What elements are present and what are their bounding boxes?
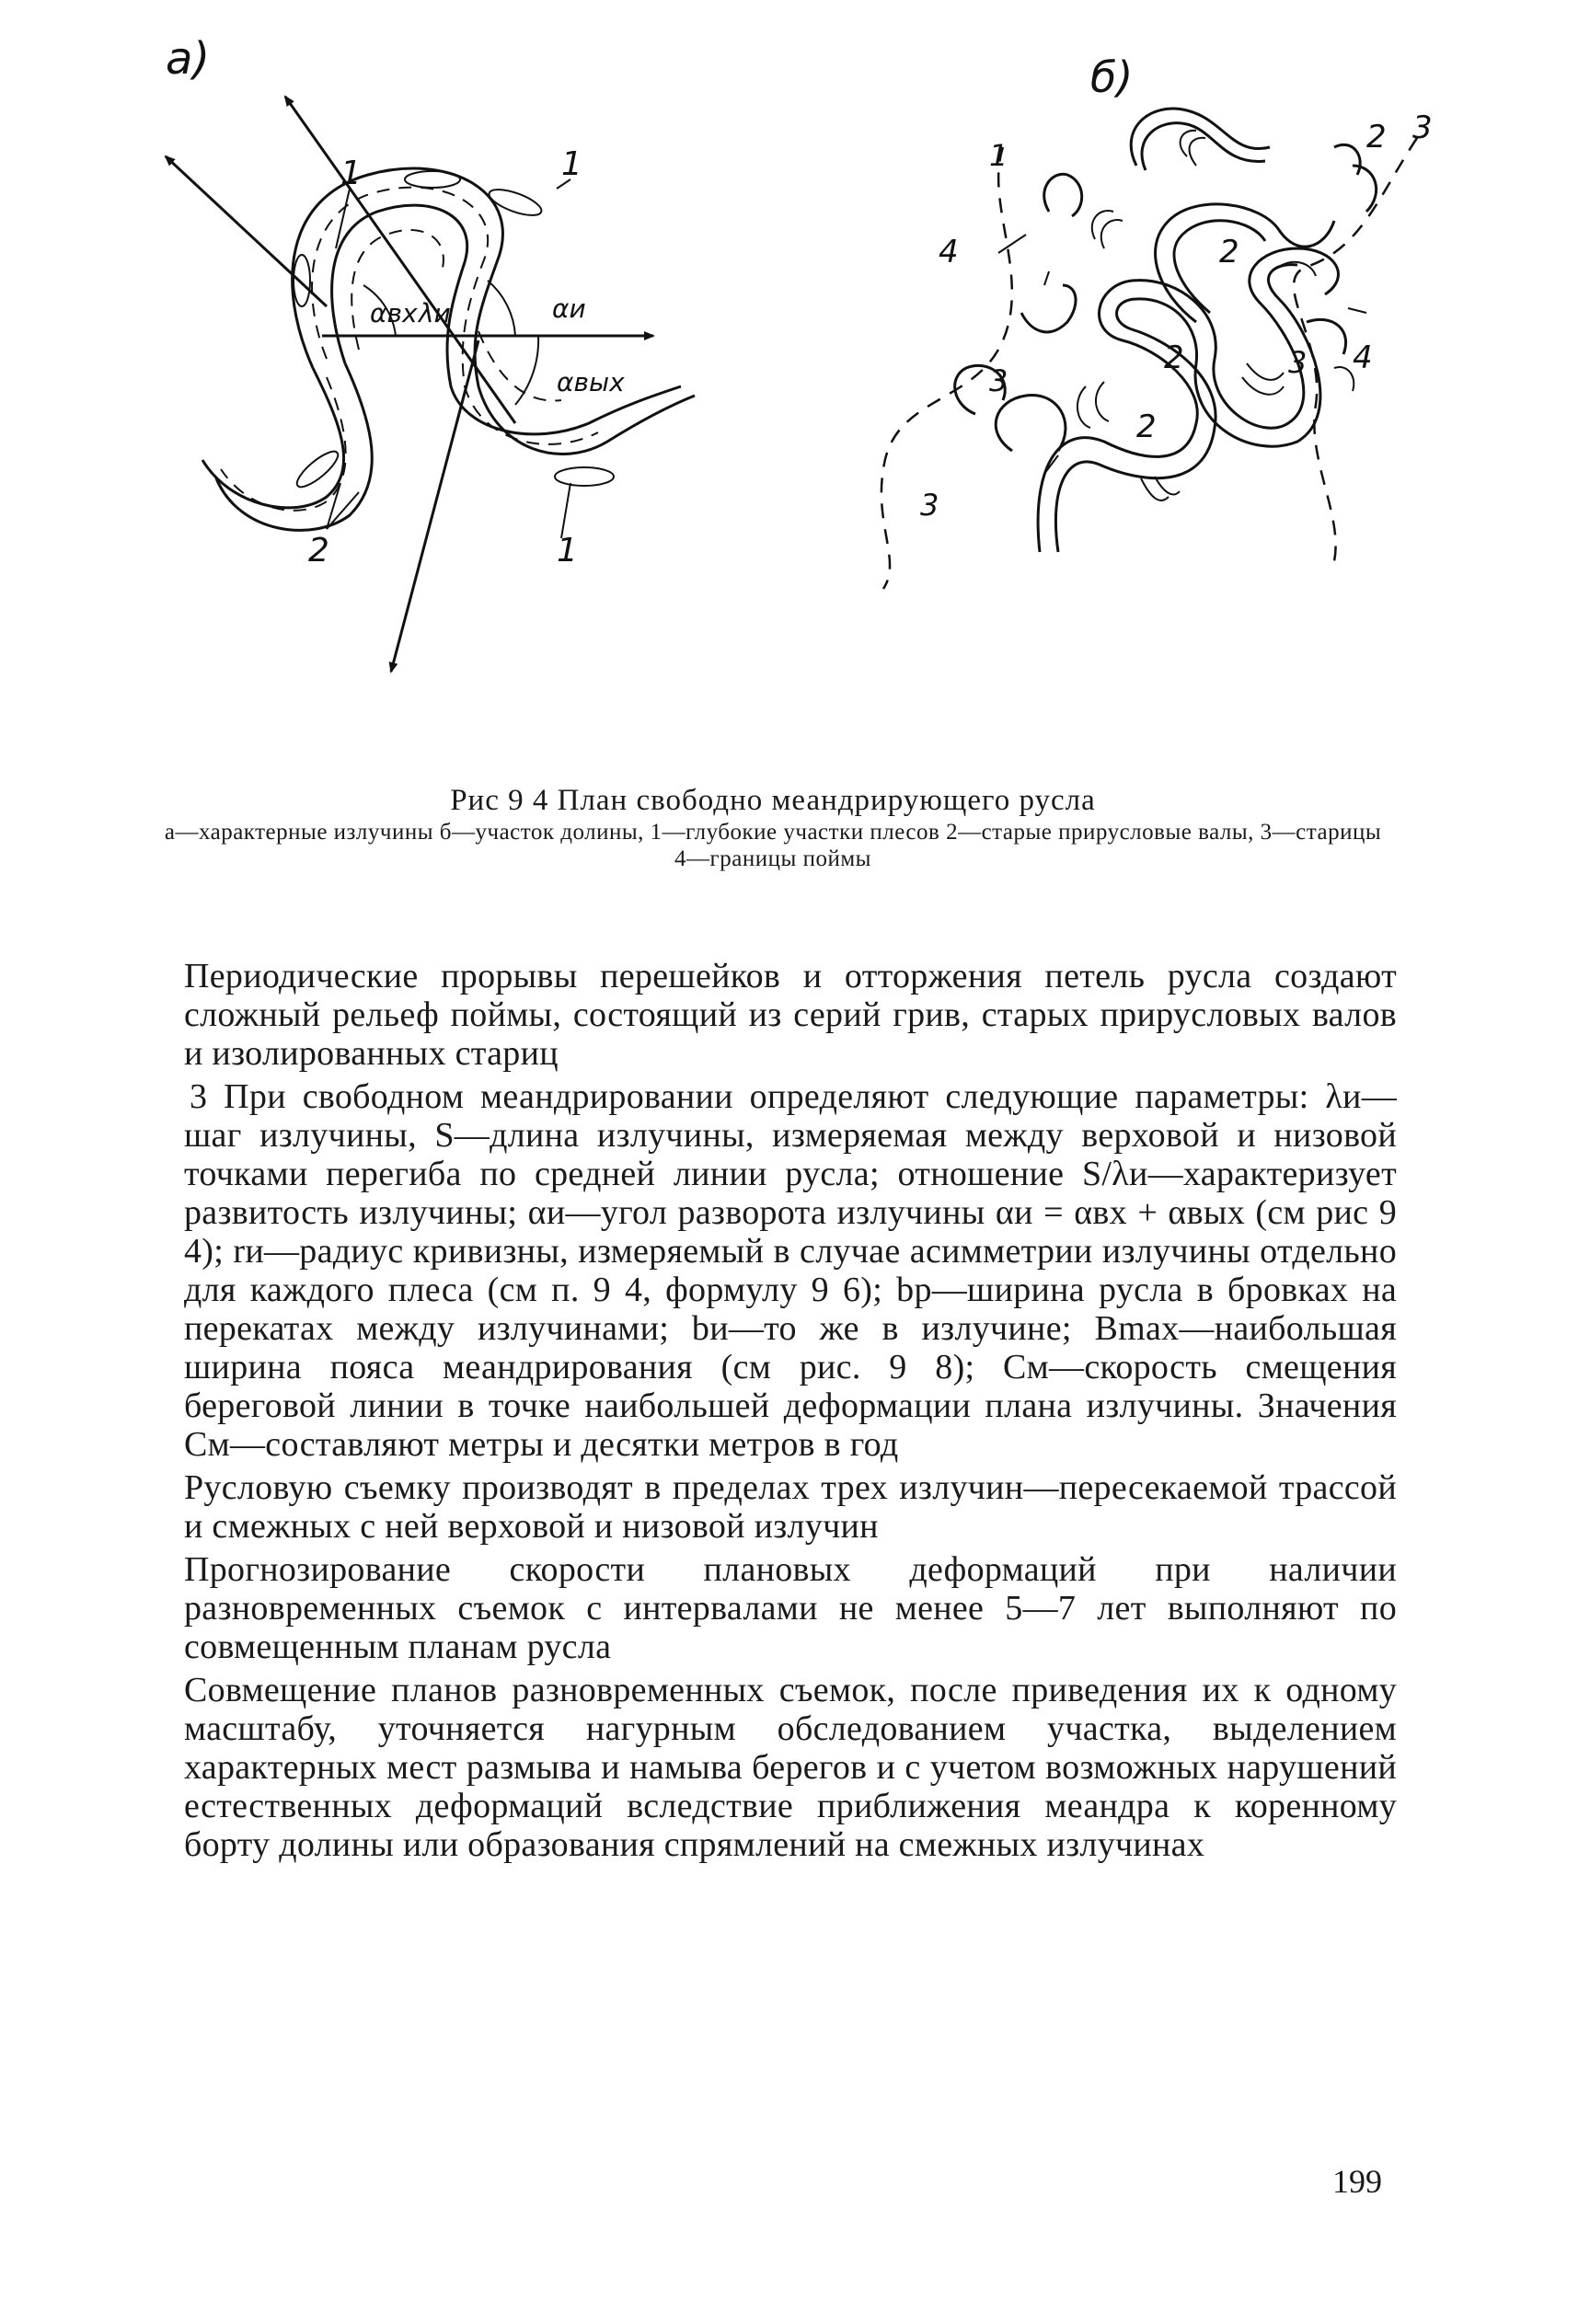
figure-9-4 — [129, 37, 1454, 699]
label-1-panel-b: 1 — [989, 138, 1008, 173]
main-channel-bank-1 — [1038, 248, 1338, 552]
paragraph-2: 3 При свободном меандрировании определяют следующие параметры: λи—шаг излучины, S—длина излучины, измеряемая между верховой и низовой точками перегиба по средней линии русла; отношение S/λи—характеризует развитость излучины; αи—угол разворота излучины αи = αвх + αвых (см рис 9 4); rи—радиус кривизны, измеряемый в случае асимметрии излучины отдельно для каждого плеса (см п. 9 4, формулу 9 6); bр—ширина русла в бровках на перекатах между излучинами; bи—то же в излучине; Bmax—наибольшая ширина пояса меандрирования (см рис. 9 8); Cм—скорость смещения береговой линии в точке наибольшей деформации плана излучины. Значения Cм—составляют метры и десятки метров в год — [184, 1077, 1397, 1464]
label-4-right: 4 — [1353, 339, 1373, 376]
label-4-left: 4 — [939, 234, 959, 270]
label-2-middle: 2 — [1164, 339, 1184, 376]
caption-title: Рис 9 4 План свободно меандрирующего русла — [450, 784, 1096, 817]
label-1-upper-right: 1 — [561, 145, 582, 183]
paragraph-1: Периодические прорывы перешейков и отторжения петель русла создают сложный рельеф поймы, состоящий из серий грив, старых прирусловых валов и изолированных стариц — [184, 957, 1397, 1073]
oxbow-top-right — [1353, 166, 1377, 212]
lambda-label: λи — [419, 298, 451, 328]
label-2-upper: 2 — [1219, 234, 1239, 270]
upper-meander-bank-1 — [1156, 204, 1334, 322]
channel-outer-bank — [293, 168, 695, 454]
oxbow-right — [1307, 319, 1346, 354]
oxbow-left-middle — [1021, 285, 1076, 332]
label-2-lower: 2 — [1136, 408, 1157, 445]
page-number: 199 — [1332, 2163, 1382, 2200]
label-2-lower-left: 2 — [308, 532, 329, 569]
label-1-lower: 1 — [557, 532, 578, 569]
main-channel-bank-2 — [1055, 265, 1319, 552]
alpha-i-label: αи — [552, 293, 586, 324]
label-1-upper-left: 1 — [340, 155, 362, 192]
alpha-in-label: αвх — [370, 298, 418, 328]
panel-b-label: б) — [1090, 52, 1134, 102]
panel-b-drawing — [881, 109, 1417, 589]
alpha-out-label: αвых — [557, 367, 625, 397]
axis-arrow-upper — [285, 97, 515, 423]
paragraph-3: Русловую съемку производят в пределах трех излучин—пересекаемой трассой и смежных с ней верховой и низовой излучин — [184, 1468, 1397, 1546]
label-3-left: 3 — [989, 363, 1008, 398]
label-3-top-right: 3 — [1412, 109, 1433, 146]
body-text — [184, 957, 1397, 1869]
label-3-bottom-left: 3 — [920, 488, 939, 523]
label-2-top-right: 2 — [1366, 119, 1387, 155]
panel-a-label: а) — [166, 37, 211, 85]
label-3-right: 3 — [1288, 345, 1308, 380]
paragraph-4: Прогнозирование скорости плановых деформаций при наличии разновременных съемок с интервалами не менее 5—7 лет выполняют по совмещенным планам русла — [184, 1550, 1397, 1666]
figure-caption — [156, 782, 1389, 872]
caption-legend: а—характерные излучины б—участок долины, 1—глубокие участки плесов 2—старые прирусловые валы, 3—старицы 4—границы поймы — [164, 820, 1382, 871]
paragraph-5: Совмещение планов разновременных съемок, после приведения их к одному масштабу, уточняется нагурным обследованием участка, выделением характерных мест размыва и намыва берегов и с учетом возможных нарушений естественных деформаций вследствие приближения меандра к коренному борту долины или образования спрямлений на смежных излучинах — [184, 1671, 1397, 1864]
oxbow-left-lower-2 — [996, 396, 1066, 451]
lower-loop-outer-bank — [202, 368, 344, 508]
oxbow-small-top — [1044, 174, 1082, 216]
meander-plan-drawing — [129, 37, 1454, 699]
